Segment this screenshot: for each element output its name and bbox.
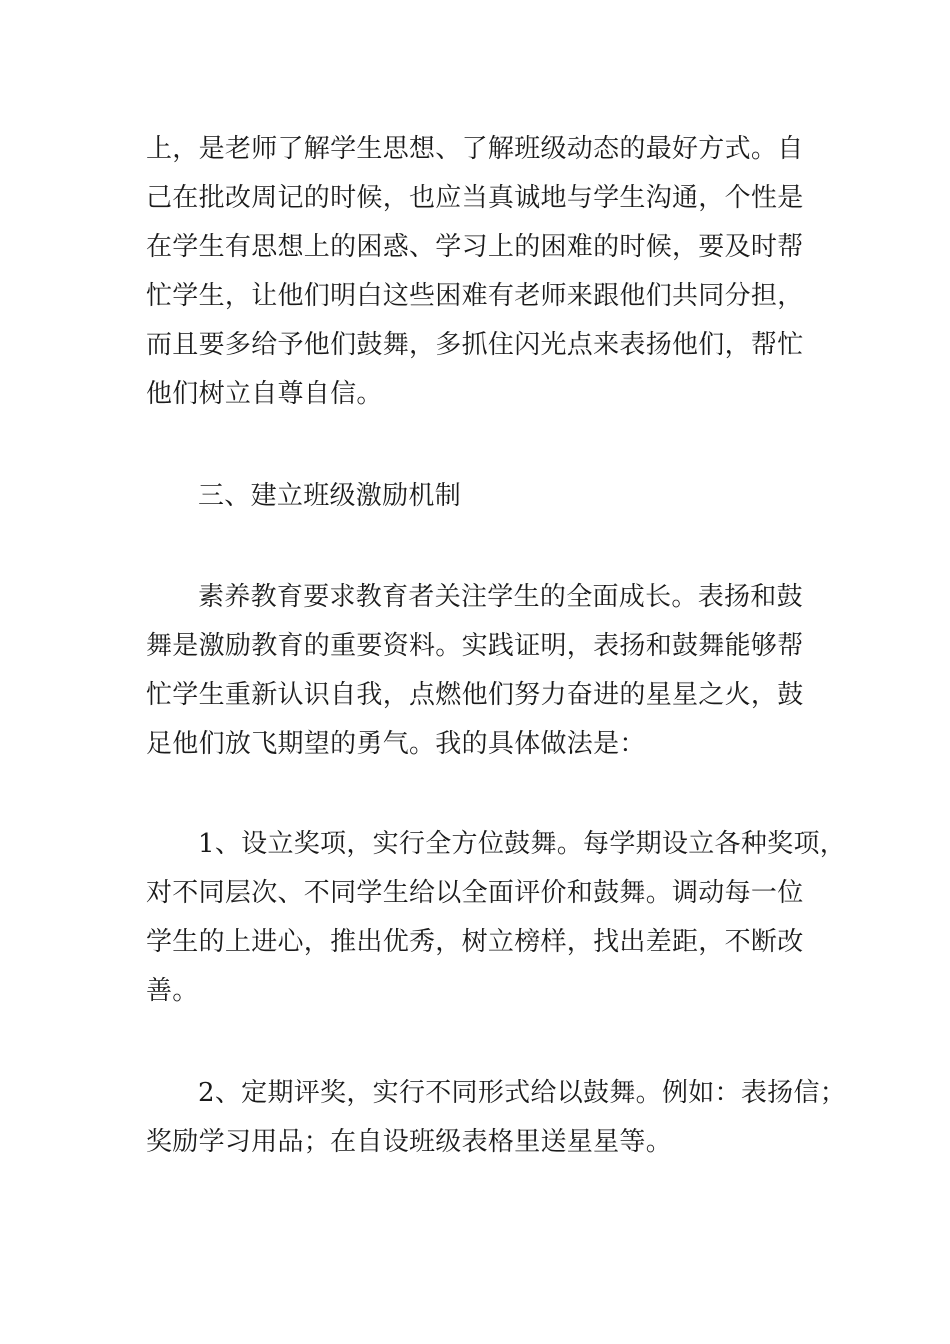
text-line: 他们树立自尊自信。 — [146, 379, 383, 409]
text-line: 学生的上进心，推出优秀，树立榜样，找出差距，不断改 — [146, 927, 804, 957]
text-line: 在学生有思想上的困惑、学习上的困难的时候，要及时帮 — [146, 232, 804, 262]
paragraph-incentive — [146, 573, 816, 769]
text-line: 奖励学习用品；在自设班级表格里送星星等。 — [146, 1127, 673, 1157]
text-line: 对不同层次、不同学生给以全面评价和鼓舞。调动每一位 — [146, 878, 804, 908]
text-line: 善。 — [146, 976, 199, 1006]
list-item-2 — [146, 1069, 847, 1167]
list-item-1 — [146, 820, 847, 1016]
text-line: 忙学生，让他们明白这些困难有老师来跟他们共同分担， — [146, 281, 804, 311]
text-line: 2、定期评奖，实行不同形式给以鼓舞。例如：表扬信； — [198, 1078, 847, 1108]
paragraph-continuation — [146, 125, 816, 419]
text-line: 舞是激励教育的重要资料。实践证明，表扬和鼓舞能够帮 — [146, 631, 804, 661]
section-heading-text: 三、建立班级激励机制 — [198, 481, 462, 511]
text-line: 忙学生重新认识自我，点燃他们努力奋进的星星之火，鼓 — [146, 680, 804, 710]
text-line: 素养教育要求教育者关注学生的全面成长。表扬和鼓 — [198, 582, 803, 612]
text-line: 足他们放飞期望的勇气。我的具体做法是： — [146, 729, 646, 759]
text-line: 上，是老师了解学生思想、了解班级动态的最好方式。自 — [146, 134, 804, 164]
section-heading — [146, 472, 816, 521]
text-line: 而且要多给予他们鼓舞，多抓住闪光点来表扬他们，帮忙 — [146, 330, 804, 360]
text-line: 己在批改周记的时候，也应当真诚地与学生沟通，个性是 — [146, 183, 804, 213]
text-line: 1、设立奖项，实行全方位鼓舞。每学期设立各种奖项， — [198, 829, 847, 859]
